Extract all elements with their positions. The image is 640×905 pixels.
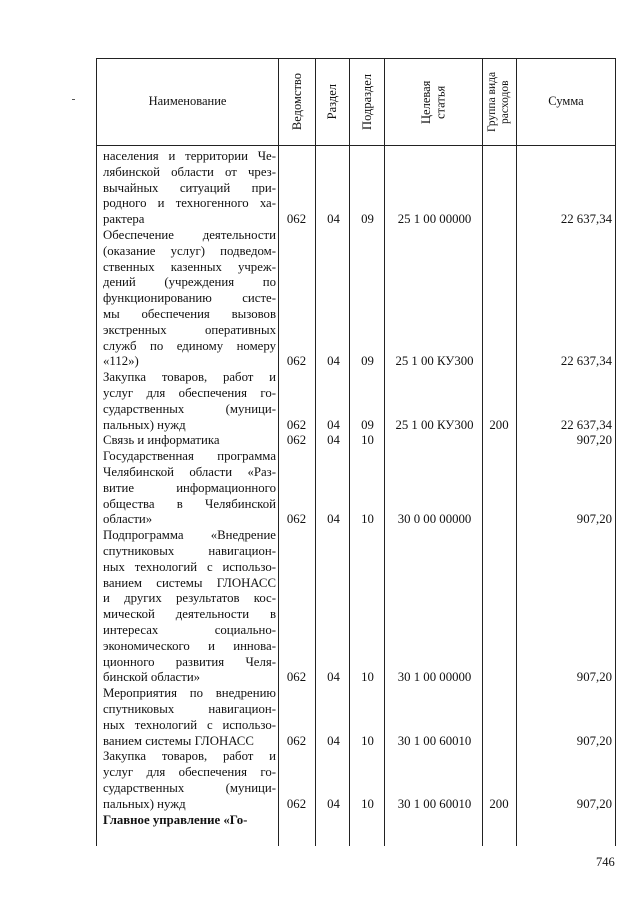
row-name-line: Челябинской области «Раз- <box>103 464 276 479</box>
header-summa: Сумма <box>548 94 584 108</box>
row-razdel: 04 <box>327 512 340 527</box>
row-name-line: экономического и иннова- <box>103 638 276 653</box>
row-celevaya: 25 1 00 КУ300 <box>395 354 474 369</box>
row-name-line: мы обеспечения вызовов <box>103 306 276 321</box>
row-ved: 062 <box>286 796 307 811</box>
row-name <box>103 149 276 228</box>
row-name-line: и других результатов кос- <box>103 591 276 606</box>
row-name-line: интересах социально- <box>103 622 276 637</box>
row-name-line: дений (учреждения по <box>103 275 276 290</box>
row-name-line: бинской области» <box>103 670 201 685</box>
row-name-line: лябинской области от чрез- <box>103 164 276 179</box>
row-ved: 062 <box>286 733 307 748</box>
row-name-line: спутниковых навигацион- <box>103 701 276 716</box>
row-summa: 907,20 <box>576 733 612 748</box>
row-summa: 907,20 <box>576 796 612 811</box>
row-razdel: 04 <box>327 670 340 685</box>
row-podrazdel: 10 <box>361 670 374 685</box>
row-celevaya: 30 1 00 00000 <box>397 670 472 685</box>
row-name <box>103 813 276 829</box>
row-ved: 062 <box>286 354 307 369</box>
row-name-line: рактера <box>103 212 145 227</box>
row-podrazdel: 10 <box>361 512 374 527</box>
row-name-line: услуг для обеспечения го- <box>103 385 276 400</box>
row-razdel: 04 <box>327 733 340 748</box>
row-name-line: спутниковых навигацион- <box>103 543 276 558</box>
row-podrazdel: 09 <box>361 417 374 432</box>
header-gruppa: Группа вида расходов <box>485 71 511 132</box>
table-row <box>96 228 616 370</box>
row-name-line: Закупка товаров, работ и <box>103 749 276 764</box>
row-name-line: ных технологий с использо- <box>103 717 276 732</box>
row-summa: 907,20 <box>576 433 612 448</box>
row-name-line: населения и территории Че- <box>103 149 276 163</box>
row-podrazdel: 09 <box>361 212 374 227</box>
row-name-line: Главное управление «Го- <box>103 812 248 827</box>
row-name-line: Подпрограмма «Внедрение <box>103 528 276 543</box>
row-razdel: 04 <box>327 212 340 227</box>
row-name-line: сударственных (муници- <box>103 780 276 795</box>
row-name-line: ванием системы ГЛОНАСС <box>103 575 276 590</box>
row-name-line: витие информационного <box>103 480 276 495</box>
row-ved: 062 <box>286 417 307 432</box>
row-name <box>103 686 276 749</box>
header-bottom-border <box>96 145 616 146</box>
row-name-line: ственных казенных учреж- <box>103 259 276 274</box>
row-name-line: ванием системы ГЛОНАСС <box>103 733 254 748</box>
row-podrazdel: 10 <box>361 433 374 448</box>
table-row <box>96 813 616 829</box>
header-podrazdel: Подраздел <box>359 73 374 130</box>
row-name-line: ных технологий с использо- <box>103 559 276 574</box>
row-razdel: 04 <box>327 796 340 811</box>
table-row <box>96 149 616 228</box>
row-name <box>103 370 276 433</box>
row-name-line: сударственных (муници- <box>103 401 276 416</box>
header-name: Наименование <box>148 94 227 108</box>
row-celevaya: 30 1 00 60010 <box>397 733 472 748</box>
table-row <box>96 370 616 433</box>
row-celevaya: 30 0 00 00000 <box>397 512 472 527</box>
row-name <box>103 528 276 686</box>
row-name-line: служб по единому номеру <box>103 338 276 353</box>
row-razdel: 04 <box>327 417 340 432</box>
row-name-line: Закупка товаров, работ и <box>103 370 276 385</box>
row-summa: 907,20 <box>576 512 612 527</box>
row-name <box>103 433 276 449</box>
table-row <box>96 449 616 528</box>
row-name-line: Обеспечение деятельности <box>103 228 276 242</box>
row-ved: 062 <box>286 433 307 448</box>
row-podrazdel: 10 <box>361 733 374 748</box>
table-row <box>96 686 616 749</box>
table-row <box>96 749 616 812</box>
row-name-line: области» <box>103 512 153 527</box>
table-row <box>96 433 616 449</box>
row-ved: 062 <box>286 670 307 685</box>
row-name-line: ционного развития Челя- <box>103 654 276 669</box>
row-name <box>103 228 276 370</box>
row-name-line: (оказание услуг) подведом- <box>103 243 276 258</box>
budget-table <box>96 58 616 846</box>
row-name-line: функционированию систе- <box>103 291 276 306</box>
page-number: 746 <box>596 855 615 869</box>
row-name-line: услуг для обеспечения го- <box>103 765 276 780</box>
row-celevaya: 30 1 00 60010 <box>397 796 472 811</box>
row-name <box>103 749 276 812</box>
row-name-line: экстренных оперативных <box>103 322 276 337</box>
row-podrazdel: 09 <box>361 354 374 369</box>
row-summa: 22 637,34 <box>560 354 612 369</box>
row-name-line: Мероприятия по внедрению <box>103 686 276 701</box>
table-row <box>96 528 616 686</box>
row-name-line: Государственная программа <box>103 449 276 464</box>
row-gruppa: 200 <box>489 417 509 432</box>
row-celevaya: 25 1 00 00000 <box>397 212 472 227</box>
header-celevaya: Целевая статья <box>418 79 447 124</box>
header-ved: Ведомство <box>289 72 304 131</box>
row-summa: 22 637,34 <box>560 417 612 432</box>
row-name <box>103 449 276 528</box>
row-name-line: «112») <box>103 354 139 369</box>
row-name-line: общества в Челябинской <box>103 496 276 511</box>
row-ved: 062 <box>286 512 307 527</box>
row-name-line: вычайных ситуаций при- <box>103 180 276 195</box>
row-name-line: пальных) нужд <box>103 417 186 432</box>
row-name-line: Связь и информатика <box>103 433 220 448</box>
scan-artifact <box>72 99 75 100</box>
row-celevaya: 25 1 00 КУ300 <box>395 417 474 432</box>
row-razdel: 04 <box>327 354 340 369</box>
row-name-line: родного и техногенного ха- <box>103 196 276 211</box>
row-ved: 062 <box>286 212 307 227</box>
row-razdel: 04 <box>327 433 340 448</box>
row-gruppa: 200 <box>489 796 509 811</box>
row-name-line: мической деятельности в <box>103 607 276 622</box>
row-summa: 907,20 <box>576 670 612 685</box>
row-name-line: пальных) нужд <box>103 796 186 811</box>
row-summa: 22 637,34 <box>560 212 612 227</box>
header-razdel: Раздел <box>325 83 340 120</box>
row-podrazdel: 10 <box>361 796 374 811</box>
